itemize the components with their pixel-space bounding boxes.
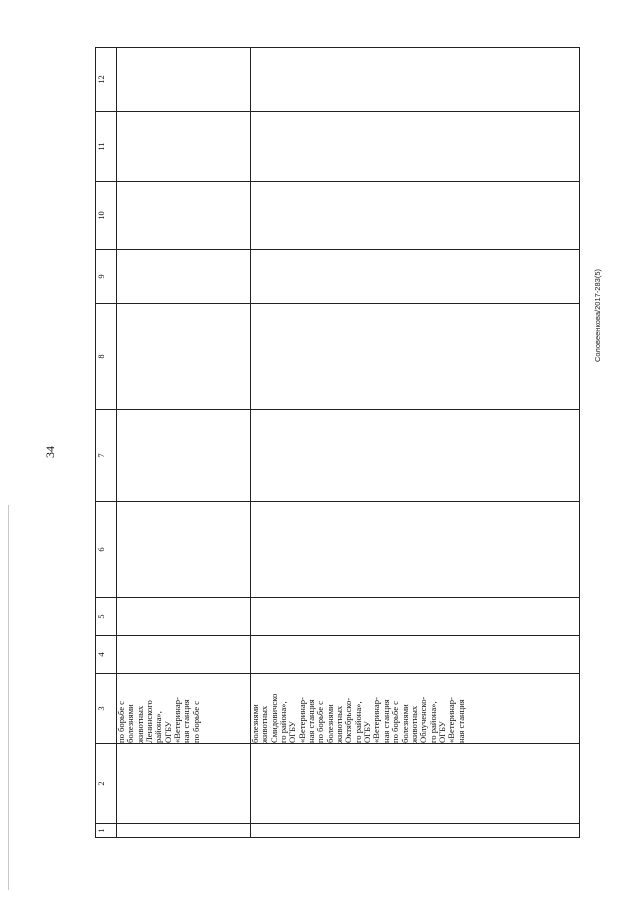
table-cell xyxy=(251,410,580,502)
table-cell xyxy=(117,674,251,744)
table-cell xyxy=(117,182,251,250)
table-cell xyxy=(251,636,580,674)
table-cell xyxy=(117,304,251,410)
column-header-8: 8 xyxy=(96,304,117,410)
table-cell xyxy=(251,598,580,636)
table-cell xyxy=(251,674,580,744)
document-table xyxy=(95,47,580,838)
column-header-10: 10 xyxy=(96,182,117,250)
table-cell xyxy=(117,598,251,636)
table-cell xyxy=(251,48,580,112)
table-cell xyxy=(117,250,251,304)
table-cell xyxy=(251,744,580,824)
table-cell xyxy=(251,250,580,304)
table-cell xyxy=(251,182,580,250)
column-header-3: 3 xyxy=(96,674,117,744)
table-row xyxy=(117,48,251,838)
table-cell xyxy=(251,304,580,410)
table-cell xyxy=(117,502,251,598)
column-header-2: 2 xyxy=(96,744,117,824)
column-header-6: 6 xyxy=(96,502,117,598)
table-cell xyxy=(251,824,580,838)
table-cell xyxy=(117,824,251,838)
table-row xyxy=(251,48,580,838)
table-header-row xyxy=(96,48,117,838)
cell-text-col3: болезнями животных Смидовичско го района», ОГБУ «Ветеринар- ная станция по борьбе с болезнями животных Октябрьско- го района», ОГБУ «Ветеринар- ная станция по борьбе с болезнями животных Облученско- го района», ОГБУ «Ветеринар- ная станция xyxy=(250,693,466,743)
footer-stamp-text: Соловеенкова/2017-283(5) xyxy=(592,268,602,362)
column-header-9: 9 xyxy=(96,250,117,304)
column-header-4: 4 xyxy=(96,636,117,674)
table-cell xyxy=(117,744,251,824)
table-cell xyxy=(117,48,251,112)
table-cell xyxy=(251,502,580,598)
column-header-5: 5 xyxy=(96,598,117,636)
table-cell xyxy=(117,410,251,502)
column-header-11: 11 xyxy=(96,112,117,182)
column-header-12: 12 xyxy=(96,48,117,112)
page-number: 34 xyxy=(42,446,57,458)
column-header-7: 7 xyxy=(96,410,117,502)
scan-margin-line xyxy=(8,505,9,890)
table-cell xyxy=(117,636,251,674)
table-cell xyxy=(117,112,251,182)
cell-text-col3: по борьбе с болезнями животных Ленинского района», ОГБУ «Ветеринар- ная станция по борьбе с xyxy=(116,697,201,743)
document-table-container xyxy=(95,48,580,838)
column-header-1: 1 xyxy=(96,824,117,838)
footer-document-stamp xyxy=(585,55,609,575)
table-cell xyxy=(251,112,580,182)
